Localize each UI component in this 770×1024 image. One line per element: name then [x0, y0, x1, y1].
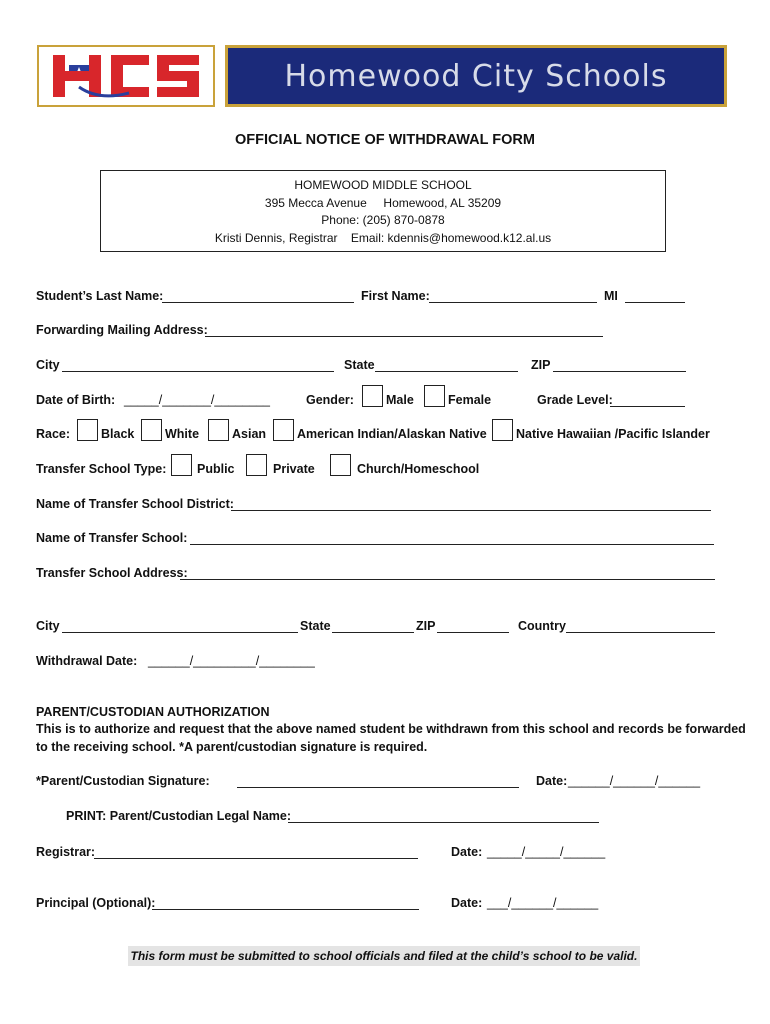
church-label: Church/Homeschool: [357, 462, 480, 476]
school-address: 395 Mecca Avenue Homewood, AL 35209: [264, 195, 502, 210]
dob-field[interactable]: _____/_______/________: [124, 393, 270, 407]
district-field[interactable]: [231, 510, 711, 511]
school-registrar: Kristi Dennis, Registrar Email: kdennis@homewood.k12.al.us: [214, 230, 552, 245]
gender-label: Gender:: [306, 393, 354, 407]
dob-label: Date of Birth:: [36, 393, 116, 407]
registrar-date-field[interactable]: _____/_____/______: [487, 845, 606, 859]
footer-note: This form must be submitted to school officials and filed at the child’s school to be valid.: [128, 946, 640, 966]
hawaiian-label: Native Hawaiian /Pacific Islander: [516, 427, 710, 441]
district-banner: [37, 45, 727, 107]
state-label: State: [344, 358, 375, 372]
country-label: Country: [518, 619, 566, 633]
country-field[interactable]: [566, 632, 715, 633]
registrar-label: Registrar:: [36, 845, 96, 859]
state2-label: State: [300, 619, 331, 633]
white-label: White: [165, 427, 200, 441]
district-label: Name of Transfer School District:: [36, 497, 234, 511]
city-label: City: [36, 358, 60, 372]
school-address-field[interactable]: [180, 579, 715, 580]
print-name-label: PRINT: Parent/Custodian Legal Name:: [66, 809, 292, 823]
city-field[interactable]: [62, 371, 334, 372]
female-label: Female: [448, 393, 492, 407]
asian-label: Asian: [232, 427, 267, 441]
district-name-banner: [225, 45, 727, 107]
signature-date-label: Date:: [536, 774, 568, 788]
last-name-label: Student’s Last Name:: [36, 289, 164, 303]
signature-field[interactable]: [237, 787, 519, 788]
first-name-label: First Name:: [361, 289, 430, 303]
zip2-field[interactable]: [437, 632, 509, 633]
forwarding-address-label: Forwarding Mailing Address:: [36, 323, 208, 337]
withdrawal-date-label: Withdrawal Date:: [36, 654, 138, 668]
zip-field[interactable]: [553, 371, 686, 372]
asian-checkbox[interactable]: [208, 419, 229, 441]
male-label: Male: [386, 393, 414, 407]
signature-label: *Parent/Custodian Signature:: [36, 774, 210, 788]
registrar-field[interactable]: [94, 858, 418, 859]
print-name-field[interactable]: [288, 822, 599, 823]
grade-field[interactable]: [610, 406, 685, 407]
forwarding-address-field[interactable]: [205, 336, 603, 337]
school-info-box: [100, 170, 666, 252]
transfer-type-label: Transfer School Type:: [36, 462, 167, 476]
state2-field[interactable]: [332, 632, 414, 633]
principal-label: Principal (Optional):: [36, 896, 156, 910]
principal-field[interactable]: [152, 909, 419, 910]
mi-field[interactable]: [625, 302, 685, 303]
district-name: Homewood City Schools: [284, 58, 668, 94]
zip-label: ZIP: [531, 358, 551, 372]
withdrawal-date-field[interactable]: ______/_________/________: [148, 654, 315, 668]
public-label: Public: [197, 462, 235, 476]
registrar-date-label: Date:: [451, 845, 483, 859]
american-indian-checkbox[interactable]: [273, 419, 294, 441]
zip2-label: ZIP: [416, 619, 436, 633]
church-checkbox[interactable]: [330, 454, 351, 476]
city2-field[interactable]: [62, 632, 298, 633]
principal-date-field[interactable]: ___/______/______: [487, 896, 599, 910]
school-name-label: Name of Transfer School:: [36, 531, 188, 545]
principal-date-label: Date:: [451, 896, 483, 910]
private-label: Private: [273, 462, 315, 476]
school-address-label: Transfer School Address:: [36, 566, 188, 580]
black-checkbox[interactable]: [77, 419, 98, 441]
first-name-field[interactable]: [429, 302, 597, 303]
male-checkbox[interactable]: [362, 385, 383, 407]
public-checkbox[interactable]: [171, 454, 192, 476]
hawaiian-checkbox[interactable]: [492, 419, 513, 441]
mi-label: MI: [604, 289, 618, 303]
state-field[interactable]: [375, 371, 518, 372]
city2-label: City: [36, 619, 60, 633]
race-label: Race:: [36, 427, 71, 441]
school-name-field[interactable]: [190, 544, 714, 545]
last-name-field[interactable]: [162, 302, 354, 303]
american-indian-label: American Indian/Alaskan Native: [297, 427, 487, 441]
authorization-text-1: This is to authorize and request that the above named student be withdrawn from this school and records be forwarded: [36, 722, 746, 736]
grade-label: Grade Level:: [537, 393, 613, 407]
signature-date-field[interactable]: ______/______/______: [568, 774, 701, 788]
authorization-text-2: to the receiving school. *A parent/custodian signature is required.: [36, 740, 428, 754]
school-phone: Phone: (205) 870-0878: [321, 213, 445, 227]
female-checkbox[interactable]: [424, 385, 445, 407]
private-checkbox[interactable]: [246, 454, 267, 476]
district-logo: [37, 45, 215, 107]
authorization-heading: PARENT/CUSTODIAN AUTHORIZATION: [36, 705, 270, 719]
white-checkbox[interactable]: [141, 419, 162, 441]
form-title: OFFICIAL NOTICE OF WITHDRAWAL FORM: [235, 132, 535, 148]
black-label: Black: [101, 427, 135, 441]
hcs-logo-icon: [39, 47, 213, 105]
school-name: HOMEWOOD MIDDLE SCHOOL: [294, 178, 472, 192]
